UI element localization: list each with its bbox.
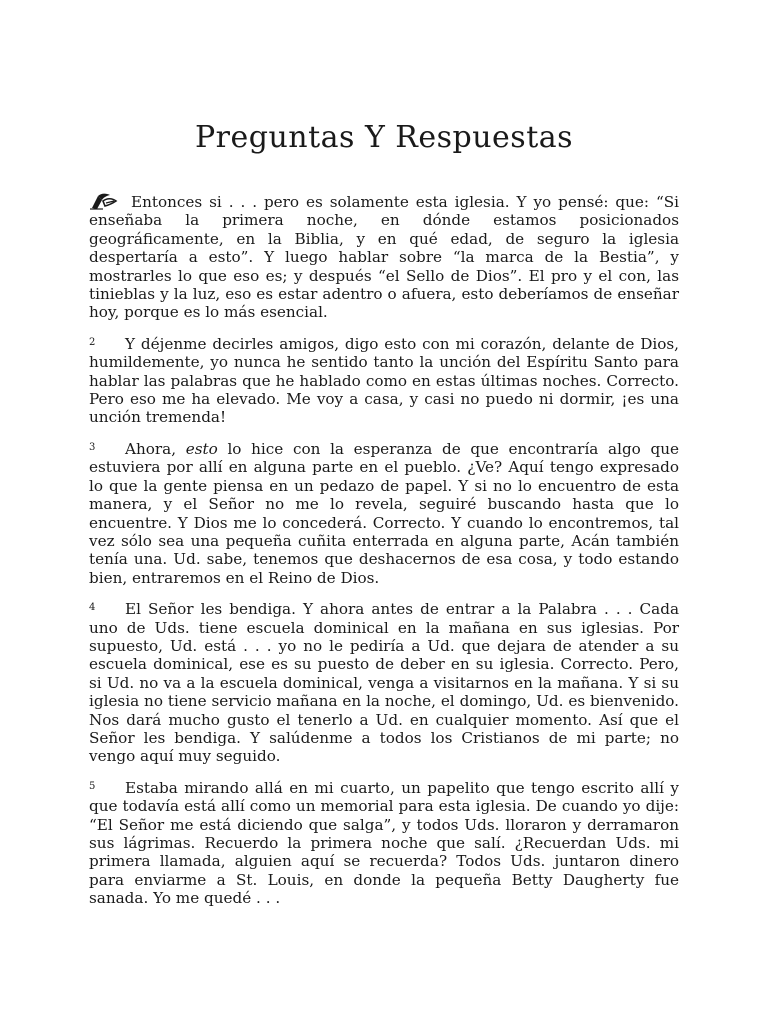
paragraph-3 [89,439,679,587]
paragraph-number: 4 [89,602,96,614]
page-title: Preguntas Y Respuestas [194,120,574,155]
paragraph-4 [89,599,679,766]
paragraph-2-text: Y déjenme decirles amigos, digo esto con mi corazón, delante de Dios, humildemente, yo nunca he sentido tanto la unción del Espíritu Santo para hablar las palabras que he hablado como en estas últimas noches. Correcto. Pero eso me ha elevado. Me voy a casa, y casi no puedo ni dormir, ¡es una unción tremenda! [89,334,679,427]
paragraph-number: 3 [89,441,96,453]
paragraph-5 [89,778,679,908]
paragraph-1-text: Entonces si . . . pero es solamente esta iglesia. Y yo pensé: que: “Si enseñaba la primera noche, en dónde estamos posicionados geográficamente, en la Biblia, y en qué edad, de seguro la iglesia despertaría a esto”. Y luego hablar sobre “la marca de la Bestia”, y mostrarles lo que eso es; y después “el Sello de Dios”. El pro y el con, las tinieblas y la luz, eso es estar adentro o afuera, esto deberíamos de enseñar hoy, porque es lo más esencial. [89,193,679,322]
paragraph-3-text-end: lo hice con la esperanza de que encontraría algo que estuviera por allí en alguna parte en el pueblo. ¿Ve? Aquí tengo expresado lo que la gente piensa en un pedazo de papel. Y si no lo encuentro de esta manera, y el Señor no me lo revela, seguiré buscando hasta que lo encuentre. Y Dios me lo concederá. Correcto. Y cuando lo encontremos, tal vez sólo sea una pequeña cuñita enterrada en alguna parte, Acán también tenía una. Ud. sabe, tenemos que deshacernos de esa cosa, y todo estando bien, entraremos en el Reino de Dios. [89,439,679,587]
paragraph-number: 2 [89,336,96,348]
paragraph-3-emphasis: esto [185,439,218,458]
paragraph-number: 5 [89,780,96,792]
document-page [89,0,679,1024]
paragraph-4-text: El Señor les bendiga. Y ahora antes de entrar a la Palabra . . . Cada uno de Uds. tiene escuela dominical en la mañana en sus iglesias. Por supuesto, Ud. está . . . yo no le pediría a Ud. que dejara de atender a su escuela dominical, ese es su puesto de deber en su iglesia. Correcto. Pero, si Ud. no va a la escuela dominical, venga a visitarnos en la mañana. Y si su iglesia no tiene servicio mañana en la noche, el domingo, Ud. es bienvenido. Nos dará mucho gusto el tenerlo a Ud. en cualquier momento. Así que el Señor les bendiga. Y salúdenme a todos los Cristianos de mi parte; no vengo aquí muy seguido. [89,600,679,766]
paragraph-5-text: Estaba mirando allá en mi cuarto, un papelito que tengo escrito allí y que todavía está allí como un memorial para esta iglesia. De cuando yo dije: “El Señor me está diciendo que salga”, y todos Uds. lloraron y derramaron sus lágrimas. Recuerdo la primera noche que salí. ¿Recuerdan Uds. mi primera llamada, alguien aquí se recuerda? Todos Uds. juntaron dinero para enviarme a St. Louis, en donde la pequeña Betty Daugherty fue sanada. Yo me quedé . . . [89,778,679,908]
quill-writing-icon [89,192,119,210]
document-body [89,192,679,920]
paragraph-3-text-start: Ahora, [125,439,186,458]
paragraph-2 [89,334,679,427]
paragraph-1 [89,192,679,322]
